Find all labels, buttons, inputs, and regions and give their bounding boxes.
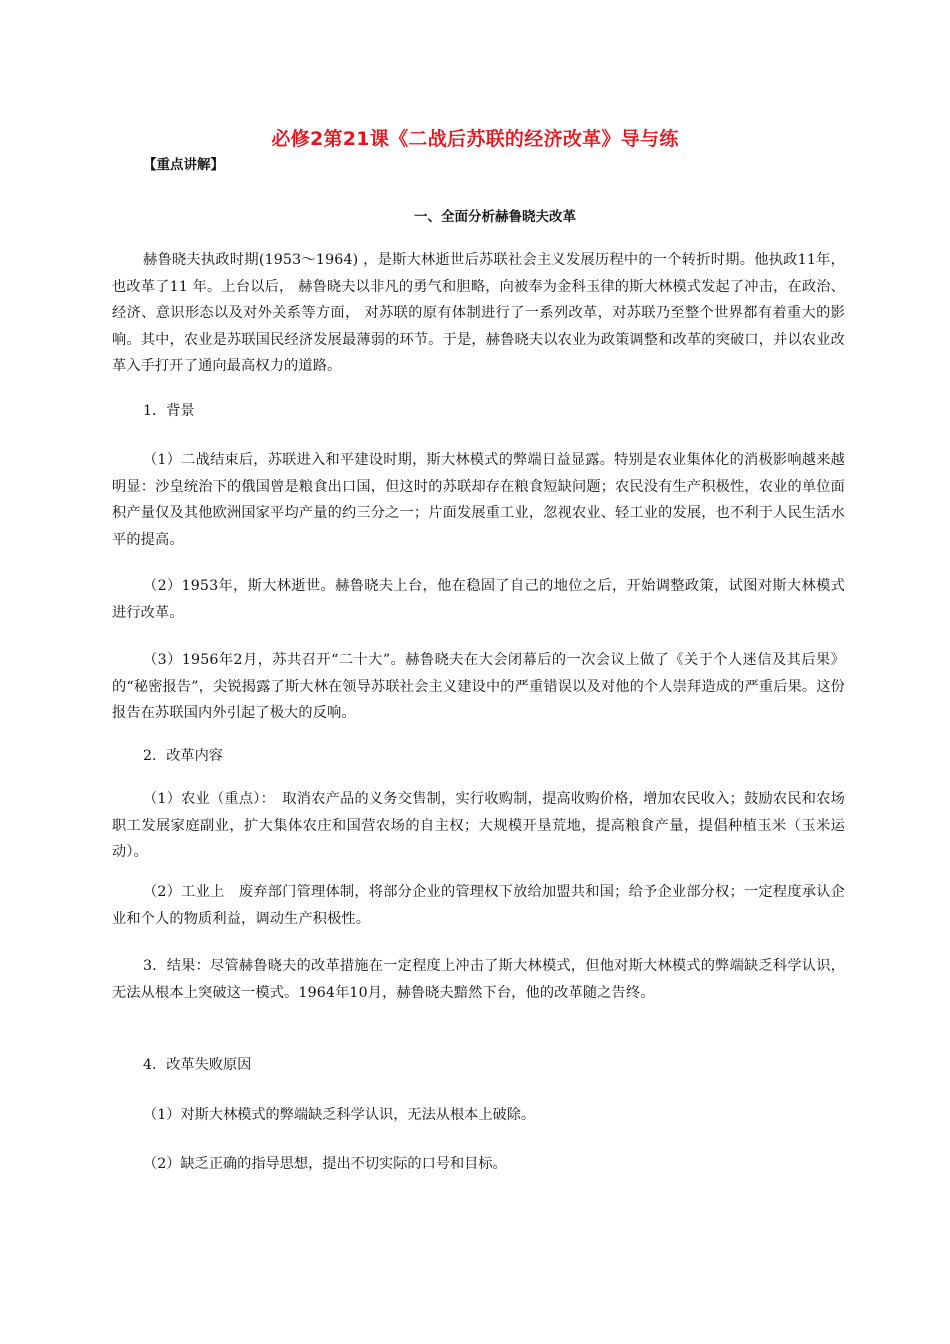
intro-paragraph: 赫鲁晓夫执政时期(1953～1964) ，是斯大林逝世后苏联社会主义发展历程中的一个转折时期。他执政11年， 也改革了11 年。上台以后， 赫鲁晓夫以非凡的勇气和胆略，向被奉为金科玉律的斯大林模式发起了冲击，在政治、经济、意识形态以及对外关系等方面， 对苏联的原有体制进行了一系列改革，对苏联乃至整个世界都有着重大的影响。其中，农业是苏联国民经济发展最薄弱的环节。于是，赫鲁晓夫以农业为政策调整和改革的突破口，并以农业改革入手打开了通向最高权力的道路。 <box>112 252 845 374</box>
section-heading: 一、全面分析赫鲁晓夫改革 <box>414 209 576 225</box>
failure-reason-1: （1）对斯大林模式的弊端缺乏科学认识，无法从根本上破除。 <box>143 1107 536 1123</box>
section-label: 【重点讲解】 <box>143 157 224 173</box>
content-heading: 2．改革内容 <box>143 748 223 764</box>
background-point-2: （2）1953年，斯大林逝世。赫鲁晓夫上台，他在稳固了自己的地位之后，开始调整政策，试图对斯大林模式进行改革。 <box>112 578 845 621</box>
document-title: 必修2第21课《二战后苏联的经济改革》导与练 <box>271 128 679 150</box>
failure-heading: 4．改革失败原因 <box>143 1057 252 1073</box>
background-heading: 1．背景 <box>143 403 195 419</box>
result-paragraph: 3．结果：尽管赫鲁晓夫的改革措施在一定程度上冲击了斯大林模式，但他对斯大林模式的弊端缺乏科学认识，无法从根本上突破这一模式。1964年10月，赫鲁晓夫黯然下台，他的改革随之告终。 <box>112 958 845 1001</box>
background-point-1: （1）二战结束后，苏联进入和平建设时期，斯大林模式的弊端日益显露。特别是农业集体化的消极影响越来越明显：沙皇统治下的俄国曾是粮食出口国，但这时的苏联却存在粮食短缺问题；农民没有生产积极性，农业的单位面积产量仅及其他欧洲国家平均产量的约三分之一；片面发展重工业，忽视农业、轻工业的发展，也不利于人民生活水平的提高。 <box>112 452 845 548</box>
content-point-industry: （2）工业上 废弃部门管理体制，将部分企业的管理权下放给加盟共和国；给予企业部分权；一定程度承认企业和个人的物质利益，调动生产积极性。 <box>112 884 845 927</box>
background-point-3: （3）1956年2月，苏共召开“二十大”。赫鲁晓夫在大会闭幕后的一次会议上做了《关于个人迷信及其后果》的“秘密报告”，尖锐揭露了斯大林在领导苏联社会主义建设中的严重错误以及对他的个人崇拜造成的严重后果。这份报告在苏联国内外引起了极大的反响。 <box>112 652 845 721</box>
content-point-agriculture: （1）农业（重点）： 取消农产品的义务交售制，实行收购制，提高收购价格，增加农民收入；鼓励农民和农场职工发展家庭副业，扩大集体农庄和国营农场的自主权；大规模开垦荒地，提高粮食产量，提倡种植玉米（玉米运动）。 <box>112 791 845 860</box>
failure-reason-2: （2）缺乏正确的指导思想，提出不切实际的口号和目标。 <box>143 1156 507 1172</box>
